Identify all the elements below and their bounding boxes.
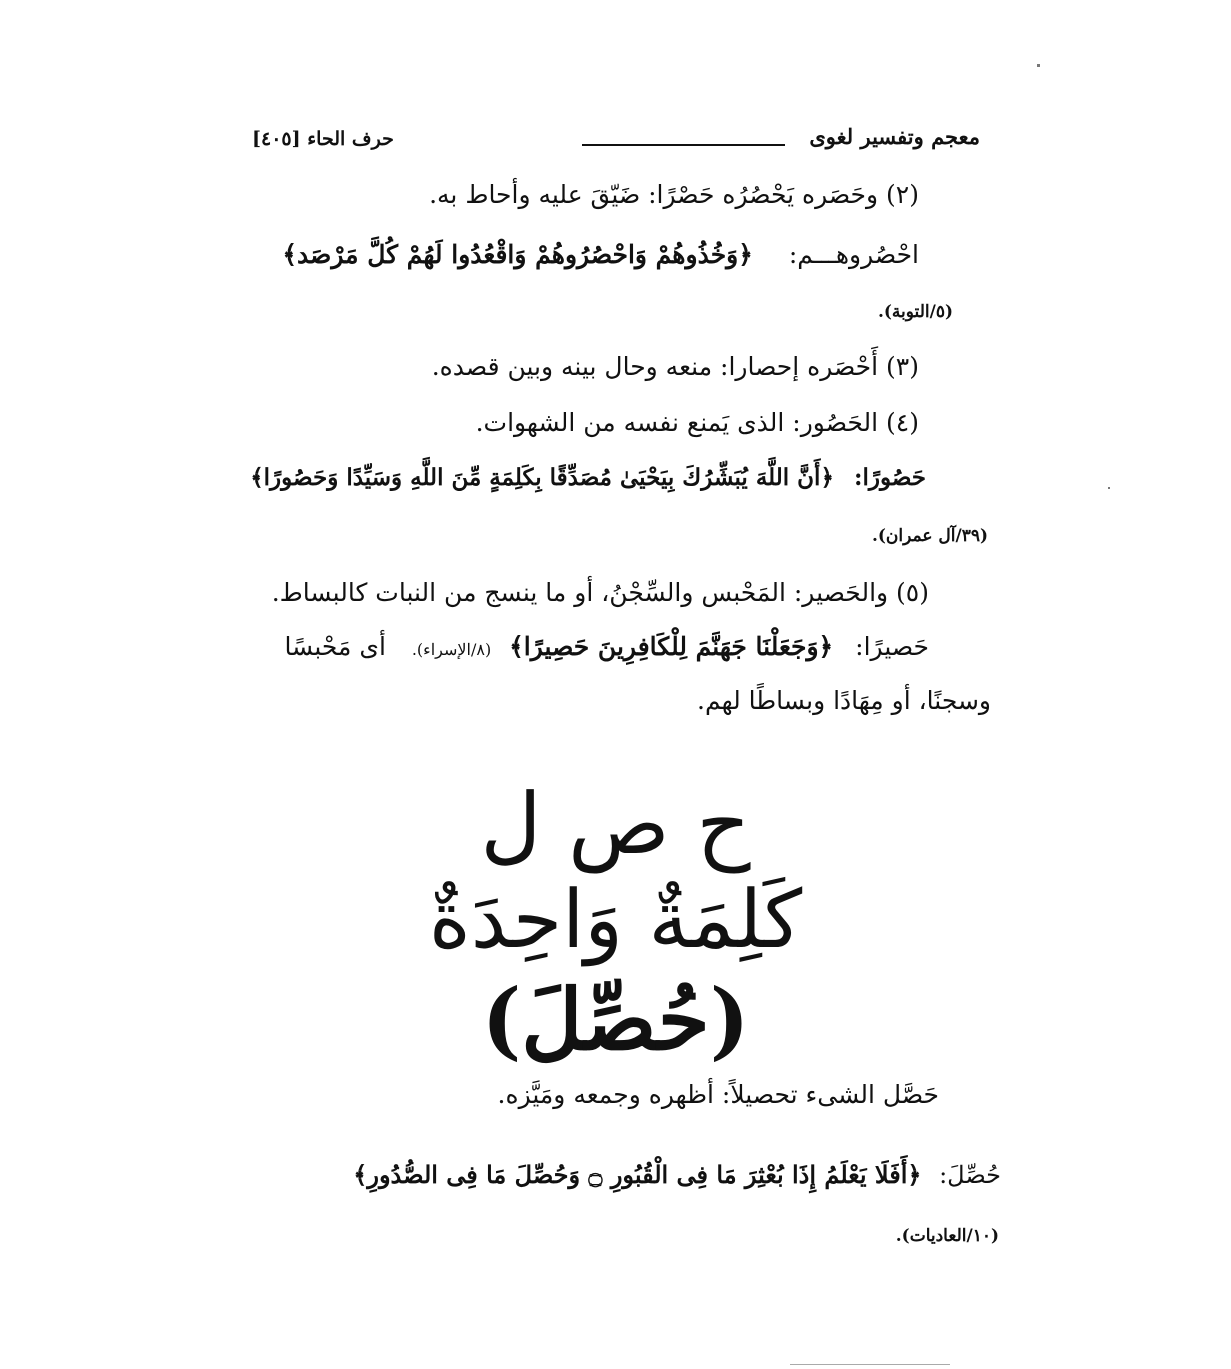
sense-5-gloss: أى مَحْبسًا (284, 632, 386, 661)
hsl-word: حُصِّلَ: (939, 1161, 1001, 1189)
hsl-reference (896, 1226, 999, 1246)
sense-5-text: (٥) والحَصير: المَحْبس والسِّجْنُ، أو ما ينسج من النبات كالبساط. (271, 578, 929, 607)
hsl-quote: ﴿أَفَلَا يَعْلَمُ إِذَا بُعْثِرَ مَا فِى الْقُبُورِ ۝ وَحُصِّلَ مَا فِى الصُّدُورِ﴾ (353, 1160, 922, 1189)
sense-4-quote: ﴿أَنَّ اللَّهَ يُبَشِّرُكَ بِيَحْيَىٰ مُصَدِّقًا بِكَلِمَةٍ مِّنَ اللَّهِ وَسَيِّدًا وَحَصُورًا﴾ (250, 464, 834, 491)
sense-3-definition (432, 352, 919, 381)
hsl-definition (498, 1080, 939, 1109)
sense-5-word: حَصيرًا: (855, 632, 929, 661)
sense-3-text: (٣) أَحْصَره إحصارا: منعه وحال بينه وبين قصده. (431, 352, 919, 381)
sense-4-reference (872, 526, 988, 546)
root-word-count-heading: كَلِمَةٌ وَاحِدَةٌ (428, 873, 803, 966)
sense-4-definition (476, 408, 919, 437)
section-label: حرف الحاء [٤٠٥] (252, 128, 394, 150)
sense-2-word: احْصُروهـــم: (788, 240, 919, 269)
root-letters-heading: ح ص ل (480, 775, 751, 873)
hsl-ref-text: (١٠/العاديات). (895, 1226, 999, 1246)
sense-5-continuation-text: وسجنًا، أو مِهَادًا وبساطًا لهم. (697, 686, 991, 715)
sense-2-ref-text: (٥/التوبة). (877, 302, 953, 322)
header-rule (582, 144, 785, 146)
scan-edge-line (790, 1364, 950, 1365)
sense-2-citation (282, 240, 919, 269)
sense-4-ref-text: (٣٩/آل عمران). (871, 526, 988, 546)
root-word-heading: (حُصِّلَ) (481, 970, 750, 1069)
sense-5-definition (272, 578, 929, 607)
hsl-definition-text: حَصَّل الشىء تحصيلاً: أظهره وجمعه ومَيَّزه. (497, 1080, 939, 1109)
running-header (252, 124, 980, 156)
sense-4-citation (250, 464, 926, 491)
hsl-citation (353, 1160, 1001, 1189)
sense-4-text: (٤) الحَصُور: الذى يَمنع نفسه من الشهوات. (475, 408, 919, 437)
scan-speck (1108, 487, 1110, 489)
sense-5-quote: ﴿وَجَعَلْنَا جَهَنَّمَ لِلْكَافِرِينَ حَصِيرًا﴾ (509, 632, 834, 661)
book-title: معجم وتفسير لغوى (809, 124, 980, 149)
sense-2-definition (429, 180, 919, 209)
sense-5-citation (284, 632, 929, 661)
sense-4-word: حَصُورًا: (853, 464, 926, 491)
sense-2-quote: ﴿وَخُذُوهُمْ وَاحْصُرُوهُمْ وَاقْعُدُوا لَهُمْ كُلَّ مَرْصَد﴾ (282, 240, 753, 269)
sense-5-continuation (697, 686, 991, 715)
sense-2-reference (878, 302, 953, 322)
scan-speck (1037, 64, 1040, 67)
sense-2-text: (٢) وحَصَره يَحْصُرُه حَصْرًا: ضَيّقَ عليه وأحاط به. (429, 180, 919, 209)
sense-5-ref: (٨/الإسراء). (411, 640, 492, 659)
